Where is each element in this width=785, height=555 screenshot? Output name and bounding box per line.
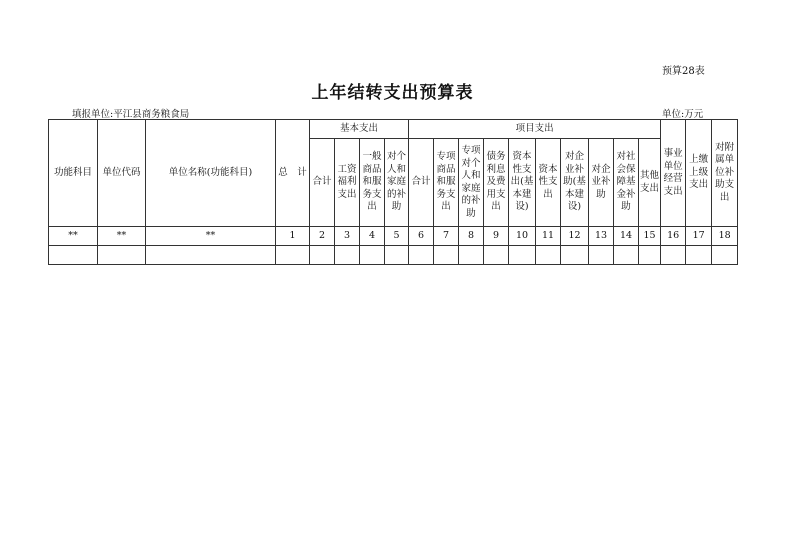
col-number: 15 bbox=[639, 227, 661, 246]
header-special-goods bbox=[434, 139, 459, 227]
header-salary bbox=[335, 139, 360, 227]
empty-cell bbox=[661, 246, 686, 265]
empty-data-row bbox=[49, 246, 738, 265]
col-number: 8 bbox=[459, 227, 484, 246]
col-number: 11 bbox=[536, 227, 561, 246]
empty-cell bbox=[49, 246, 98, 265]
empty-cell bbox=[459, 246, 484, 265]
header-special-goods-label: 专项商品和服务支出 bbox=[436, 151, 456, 213]
header-func-subject: 功能科目 bbox=[49, 120, 98, 227]
empty-cell bbox=[276, 246, 310, 265]
header-enterprise bbox=[589, 139, 614, 227]
col-number: 12 bbox=[561, 227, 589, 246]
empty-cell bbox=[98, 246, 146, 265]
header-unit-name: 单位名称(功能科目) bbox=[146, 120, 276, 227]
empty-cell bbox=[686, 246, 712, 265]
code-cell-b: ** bbox=[98, 227, 146, 246]
empty-cell bbox=[146, 246, 276, 265]
header-debt-interest-label: 债务利息及费用支出 bbox=[486, 151, 506, 213]
empty-cell bbox=[385, 246, 409, 265]
col-number: 5 bbox=[385, 227, 409, 246]
col-number: 10 bbox=[509, 227, 536, 246]
header-capital-label: 资本性支出 bbox=[538, 163, 558, 200]
header-salary-label: 工资福利支出 bbox=[337, 163, 357, 200]
header-capital-infra-label: 资本性支出(基本建设) bbox=[510, 151, 534, 213]
code-cell-a: ** bbox=[49, 227, 98, 246]
col-number: 3 bbox=[335, 227, 360, 246]
col-number: 6 bbox=[409, 227, 434, 246]
empty-cell bbox=[712, 246, 738, 265]
col-number: 7 bbox=[434, 227, 459, 246]
empty-cell bbox=[434, 246, 459, 265]
header-goods-services bbox=[360, 139, 385, 227]
col-number: 14 bbox=[614, 227, 639, 246]
col-number: 1 bbox=[276, 227, 310, 246]
header-goods-services-label: 一般商品和服务支出 bbox=[362, 151, 382, 213]
header-subsidiary-label: 对附属单位补助支出 bbox=[715, 141, 735, 203]
header-subsidiary bbox=[712, 120, 738, 227]
empty-cell bbox=[536, 246, 561, 265]
header-business-ops-label: 事业单位经营支出 bbox=[663, 148, 683, 197]
header-project-total: 合计 bbox=[409, 139, 434, 227]
header-payment-upper-label: 上缴上级支出 bbox=[689, 154, 709, 191]
header-row-1 bbox=[49, 120, 738, 139]
header-social-security bbox=[614, 139, 639, 227]
page-title: 上年结转支出预算表 bbox=[311, 83, 474, 103]
header-other-label: 其他支出 bbox=[640, 170, 660, 194]
form-number: 预算28表 bbox=[662, 66, 705, 77]
empty-cell bbox=[509, 246, 536, 265]
header-unit-code: 单位代码 bbox=[98, 120, 146, 227]
header-basic-total: 合计 bbox=[310, 139, 335, 227]
empty-cell bbox=[409, 246, 434, 265]
header-special-personal bbox=[459, 139, 484, 227]
code-cell-c: ** bbox=[146, 227, 276, 246]
header-enterprise-infra-label: 对企业补助(基本建设) bbox=[563, 151, 586, 213]
budget-table bbox=[48, 119, 738, 265]
col-number: 2 bbox=[310, 227, 335, 246]
header-enterprise-label: 对企业补助 bbox=[591, 163, 611, 200]
col-number: 18 bbox=[712, 227, 738, 246]
col-number: 4 bbox=[360, 227, 385, 246]
header-business-ops bbox=[661, 120, 686, 227]
header-personal-family bbox=[385, 139, 409, 227]
empty-cell bbox=[561, 246, 589, 265]
empty-cell bbox=[360, 246, 385, 265]
col-number: 17 bbox=[686, 227, 712, 246]
header-capital bbox=[536, 139, 561, 227]
empty-cell bbox=[335, 246, 360, 265]
header-enterprise-infra bbox=[561, 139, 589, 227]
header-special-personal-label: 专项对个人和家庭的补助 bbox=[461, 145, 481, 219]
empty-cell bbox=[484, 246, 509, 265]
empty-cell bbox=[614, 246, 639, 265]
empty-cell bbox=[310, 246, 335, 265]
header-social-security-label: 对社会保障基金补助 bbox=[616, 151, 636, 213]
header-capital-infra bbox=[509, 139, 536, 227]
empty-cell bbox=[639, 246, 661, 265]
header-total: 总 计 bbox=[276, 120, 310, 227]
col-number: 16 bbox=[661, 227, 686, 246]
header-payment-upper bbox=[686, 120, 712, 227]
header-basic-group: 基本支出 bbox=[310, 120, 409, 139]
header-personal-family-label: 对个人和家庭的补助 bbox=[386, 151, 406, 213]
currency-unit: 单位:万元 bbox=[662, 109, 704, 120]
col-number: 9 bbox=[484, 227, 509, 246]
empty-cell bbox=[589, 246, 614, 265]
code-row bbox=[49, 227, 738, 246]
header-project-group: 项目支出 bbox=[409, 120, 661, 139]
header-debt-interest bbox=[484, 139, 509, 227]
reporting-unit: 填报单位:平江县商务粮食局 bbox=[72, 109, 190, 120]
col-number: 13 bbox=[589, 227, 614, 246]
header-other bbox=[639, 139, 661, 227]
